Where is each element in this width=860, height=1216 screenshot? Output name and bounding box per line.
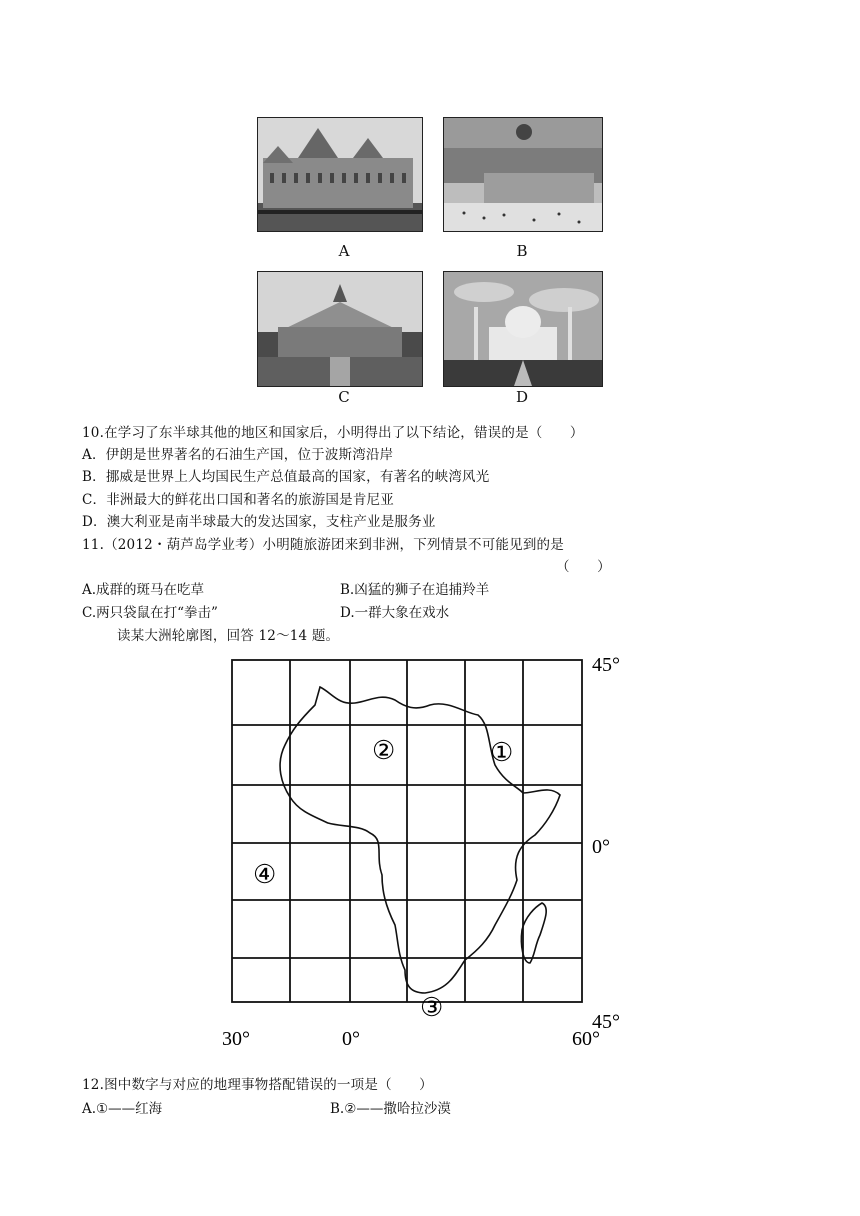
lat-label-45s: 45° — [592, 1011, 620, 1033]
lon-label-60e: 60° — [572, 1028, 600, 1050]
question-12-stem: 12.图中数字与对应的地理事物搭配错误的一项是（ ） — [82, 1077, 433, 1093]
marker-1: ① — [490, 738, 514, 767]
photo-b-label: B — [516, 242, 528, 260]
question-10-option-b: B．挪威是世界上人均国民生产总值最高的国家，有著名的峡湾风光 — [82, 469, 490, 485]
photo-b-image — [444, 118, 602, 231]
madagascar-outline — [521, 903, 546, 963]
photo-b — [443, 117, 603, 232]
photo-c-image — [258, 272, 422, 386]
question-11-option-d: D.一群大象在戏水 — [340, 605, 450, 621]
question-10-option-a: A．伊朗是世界著名的石油生产国，位于波斯湾沿岸 — [82, 447, 394, 463]
lat-label-45n: 45° — [592, 654, 620, 676]
continent-outline-map — [220, 645, 640, 1055]
photo-a — [257, 117, 423, 232]
photo-a-image — [258, 118, 422, 231]
photo-a-label: A — [338, 242, 350, 260]
question-12-option-b: B.②——撒哈拉沙漠 — [330, 1101, 451, 1117]
question-10-option-d: D．澳大利亚是南半球最大的发达国家，支柱产业是服务业 — [82, 514, 436, 530]
question-10-option-c: C．非洲最大的鲜花出口国和著名的旅游国是肯尼亚 — [82, 492, 394, 508]
marker-2: ② — [372, 736, 396, 765]
photo-d — [443, 271, 603, 387]
question-12-option-a: A.①——红海 — [82, 1101, 163, 1117]
question-10-stem: 10.在学习了东半球其他的地区和国家后，小明得出了以下结论，错误的是（ ） — [82, 425, 584, 441]
question-11-option-a: A.成群的斑马在吃草 — [82, 582, 205, 598]
lon-label-30w: 30° — [222, 1028, 250, 1050]
photo-d-image — [444, 272, 602, 386]
photo-c-label: C — [338, 388, 350, 406]
marker-4: ④ — [253, 860, 277, 889]
map-grid — [232, 660, 582, 1002]
photo-d-label: D — [515, 388, 529, 406]
marker-3: ③ — [420, 993, 444, 1022]
question-11-option-c: C.两只袋鼠在打“拳击” — [82, 605, 218, 621]
continent-outline — [280, 687, 560, 993]
map-intro: 读某大洲轮廓图，回答 12～14 题。 — [117, 628, 340, 644]
photo-c — [257, 271, 423, 387]
question-11-option-b: B.凶猛的狮子在追捕羚羊 — [340, 582, 490, 598]
lon-label-0: 0° — [342, 1028, 360, 1050]
lat-label-0: 0° — [592, 836, 610, 858]
question-11-stem: 11.（2012・葫芦岛学业考）小明随旅游团来到非洲，下列情景不可能见到的是 — [82, 537, 564, 553]
question-11-answer-paren: （ ） — [556, 559, 611, 575]
